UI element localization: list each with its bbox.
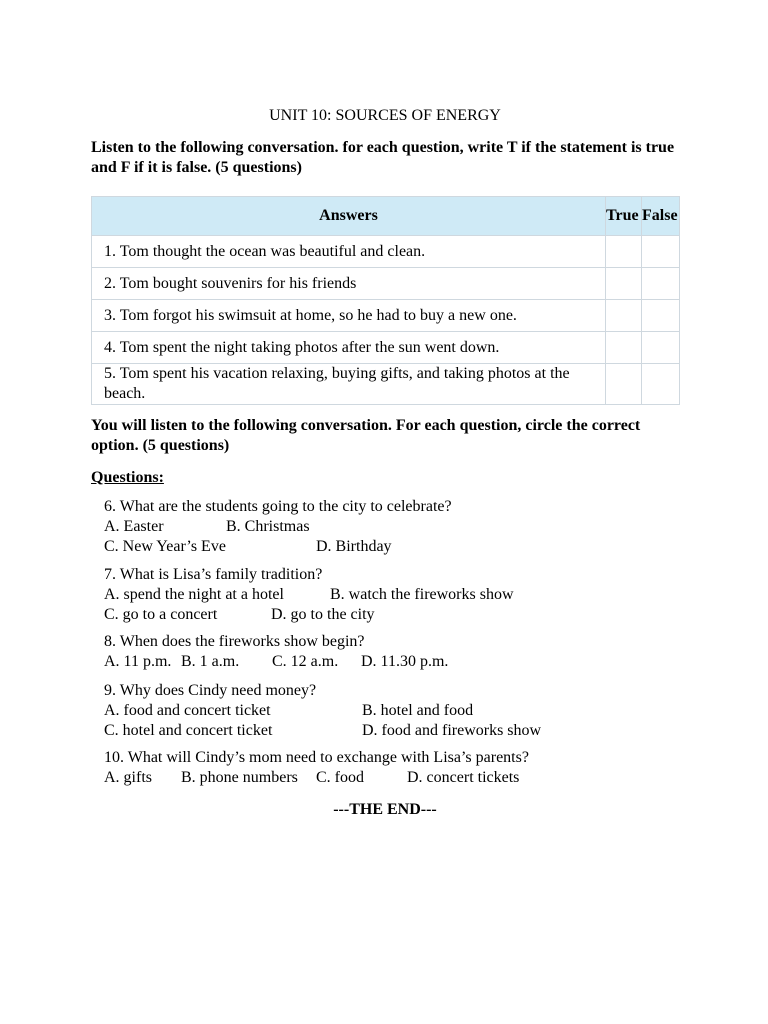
option-d[interactable]: D. concert tickets (407, 769, 520, 786)
true-answer-cell[interactable] (606, 300, 642, 332)
option-a[interactable]: A. spend the night at a hotel (104, 586, 284, 603)
page-title: UNIT 10: SOURCES OF ENERGY (269, 107, 501, 124)
question-7 (104, 565, 664, 625)
false-answer-cell[interactable] (642, 300, 680, 332)
option-c[interactable]: C. go to a concert (104, 606, 218, 623)
table-row (92, 300, 680, 332)
question-8 (104, 632, 664, 672)
table-row (92, 236, 680, 268)
option-b[interactable]: B. Christmas (226, 518, 310, 535)
true-answer-cell[interactable] (606, 364, 642, 405)
option-b[interactable]: B. watch the fireworks show (330, 586, 514, 603)
statement-cell: 4. Tom spent the night taking photos after the sun went down. (92, 332, 606, 364)
option-b[interactable]: B. hotel and food (362, 702, 474, 719)
table-row (92, 268, 680, 300)
statement-cell: 2. Tom bought souvenirs for his friends (92, 268, 606, 300)
questions-heading: Questions: (91, 469, 164, 486)
false-answer-cell[interactable] (642, 236, 680, 268)
option-a[interactable]: A. food and concert ticket (104, 702, 271, 719)
instruction-multiple-choice: You will listen to the following conversation. For each question, circle the correct option. (5 questions) (91, 417, 641, 454)
table-row (92, 332, 680, 364)
false-answer-cell[interactable] (642, 268, 680, 300)
option-c[interactable]: C. 12 a.m. (272, 653, 339, 670)
instruction-true-false: Listen to the following conversation. for each question, write T if the statement is true and F if it is false. (5 questions) (91, 139, 675, 176)
question-text: 9. Why does Cindy need money? (104, 682, 317, 699)
statement-cell: 3. Tom forgot his swimsuit at home, so he had to buy a new one. (92, 300, 606, 332)
question-text: 8. When does the fireworks show begin? (104, 633, 365, 650)
option-d[interactable]: D. food and fireworks show (362, 722, 542, 739)
true-answer-cell[interactable] (606, 332, 642, 364)
statement-cell: 5. Tom spent his vacation relaxing, buying gifts, and taking photos at the beach. (92, 364, 606, 405)
answers-table (91, 196, 680, 405)
option-c[interactable]: C. food (316, 769, 364, 786)
false-header: False (642, 197, 680, 236)
option-a[interactable]: A. 11 p.m. (104, 653, 172, 670)
false-answer-cell[interactable] (642, 332, 680, 364)
question-text: 6. What are the students going to the city to celebrate? (104, 498, 452, 515)
option-d[interactable]: D. 11.30 p.m. (361, 653, 449, 670)
true-header: True (606, 197, 642, 236)
table-row (92, 364, 680, 405)
question-text: 10. What will Cindy’s mom need to exchange with Lisa’s parents? (104, 749, 529, 766)
option-d[interactable]: D. go to the city (271, 606, 375, 623)
question-10 (104, 748, 664, 788)
option-a[interactable]: A. Easter (104, 518, 164, 535)
option-c[interactable]: C. New Year’s Eve (104, 538, 226, 555)
option-b[interactable]: B. 1 a.m. (181, 653, 240, 670)
true-answer-cell[interactable] (606, 236, 642, 268)
question-text: 7. What is Lisa’s family tradition? (104, 566, 323, 583)
false-answer-cell[interactable] (642, 364, 680, 405)
table-header-row (92, 197, 680, 236)
statement-cell: 1. Tom thought the ocean was beautiful and clean. (92, 236, 606, 268)
answers-header: Answers (92, 197, 606, 236)
end-marker: ---THE END--- (333, 801, 437, 818)
question-9 (104, 681, 664, 741)
option-a[interactable]: A. gifts (104, 769, 152, 786)
question-6 (104, 497, 664, 557)
option-b[interactable]: B. phone numbers (181, 769, 298, 786)
true-answer-cell[interactable] (606, 268, 642, 300)
option-c[interactable]: C. hotel and concert ticket (104, 722, 273, 739)
option-d[interactable]: D. Birthday (316, 538, 392, 555)
